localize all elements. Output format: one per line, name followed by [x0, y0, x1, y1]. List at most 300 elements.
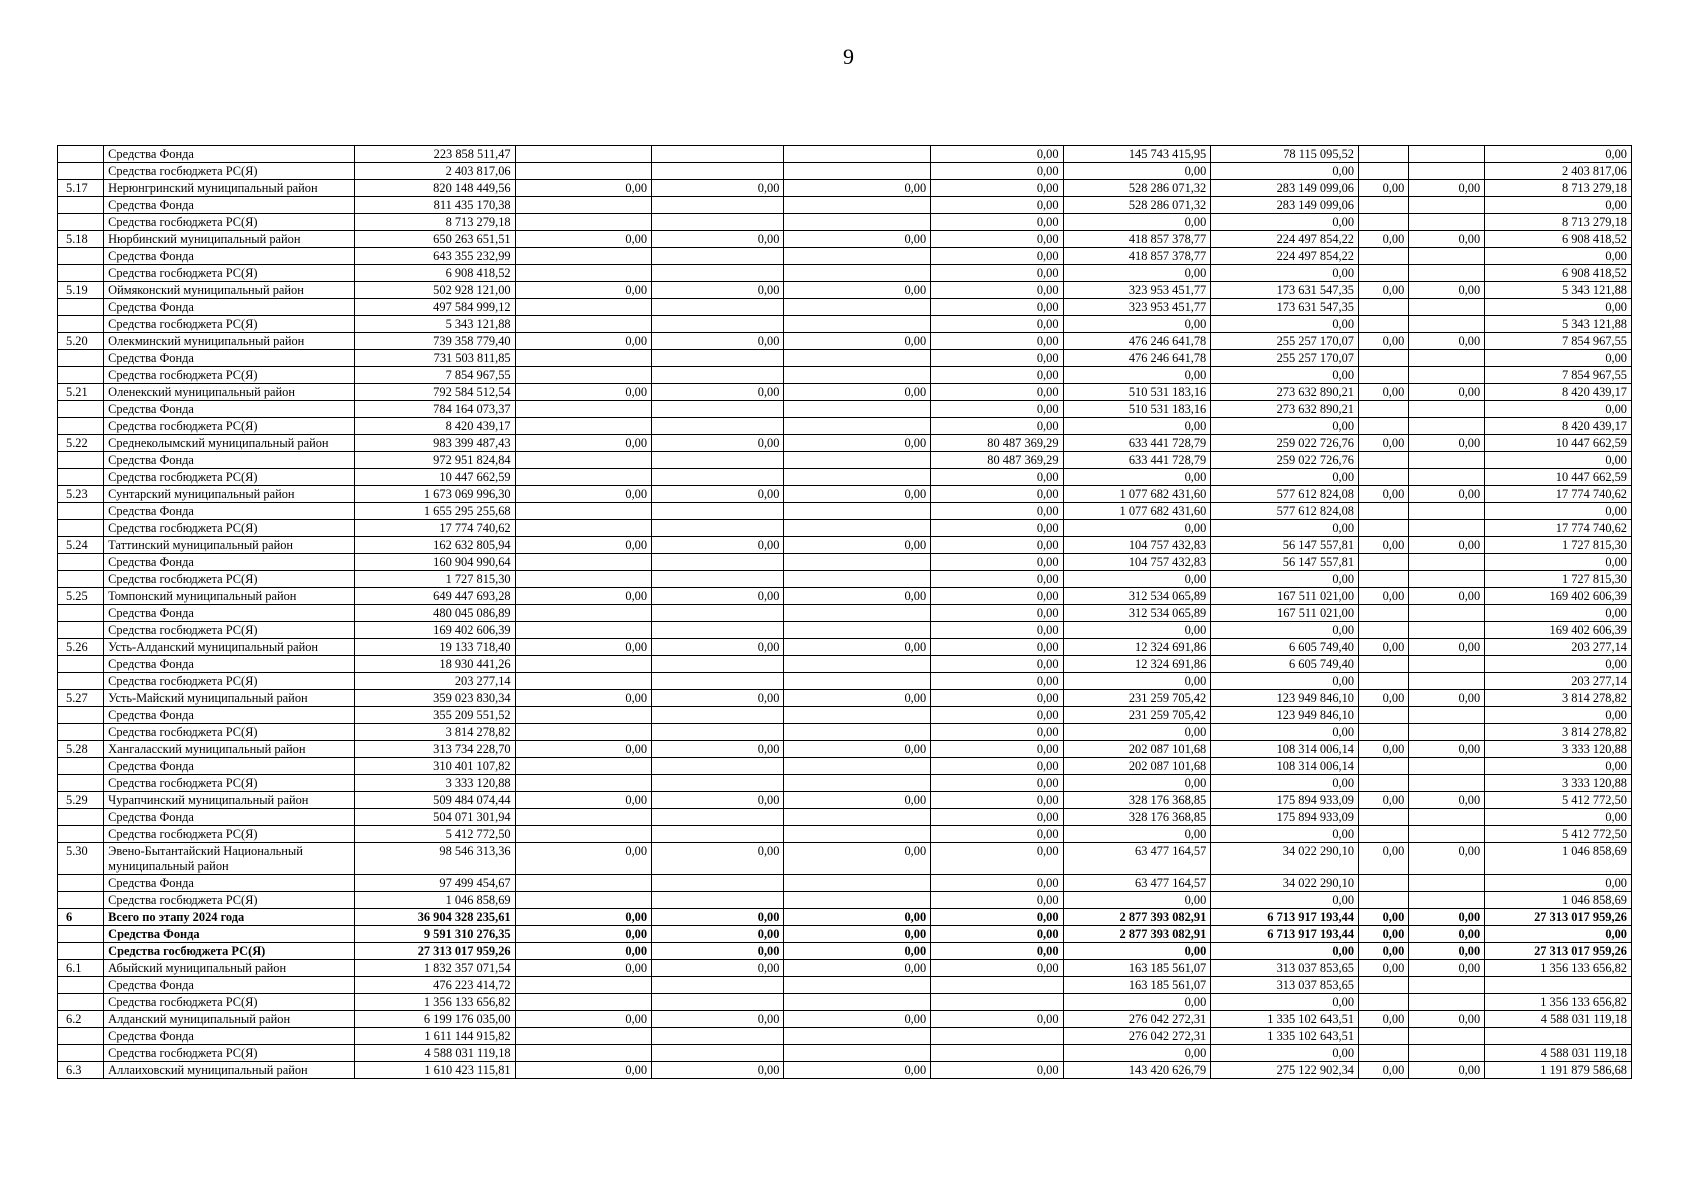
table-row: [58, 146, 1632, 163]
amount-cell: 1 832 357 071,54: [354, 960, 515, 977]
amount-cell: 0,00: [1359, 843, 1409, 875]
amount-cell: 0,00: [652, 909, 784, 926]
amount-cell: 510 531 183,16: [1063, 384, 1211, 401]
amount-cell: 0,00: [1211, 994, 1359, 1011]
row-name: Алданский муниципальный район: [104, 1011, 354, 1028]
amount-cell: 0,00: [1211, 724, 1359, 741]
table-row: [58, 350, 1632, 367]
amount-cell: [784, 1028, 931, 1045]
amount-cell: 224 497 854,22: [1211, 248, 1359, 265]
amount-cell: 12 324 691,86: [1063, 639, 1211, 656]
row-name: Средства госбюджета РС(Я): [104, 571, 354, 588]
amount-cell: 0,00: [784, 231, 931, 248]
amount-cell: 0,00: [1359, 333, 1409, 350]
amount-cell: 63 477 164,57: [1063, 843, 1211, 875]
amount-cell: 0,00: [515, 384, 651, 401]
amount-cell: [515, 758, 651, 775]
amount-cell: 8 713 279,18: [354, 214, 515, 231]
amount-cell: [515, 350, 651, 367]
amount-cell: 497 584 999,12: [354, 299, 515, 316]
amount-cell: 8 713 279,18: [1485, 214, 1632, 231]
table-row: [58, 843, 1632, 875]
table-row: [58, 231, 1632, 248]
amount-cell: 0,00: [931, 214, 1063, 231]
amount-cell: 276 042 272,31: [1063, 1028, 1211, 1045]
amount-cell: 0,00: [1211, 673, 1359, 690]
amount-cell: [784, 571, 931, 588]
row-name: Эвено-Бытантайский Национальный муниципальный район: [104, 843, 354, 875]
amount-cell: 0,00: [931, 367, 1063, 384]
amount-cell: 1 077 682 431,60: [1063, 503, 1211, 520]
amount-cell: 0,00: [784, 588, 931, 605]
amount-cell: [784, 892, 931, 909]
amount-cell: [652, 316, 784, 333]
amount-cell: [1359, 350, 1409, 367]
amount-cell: 0,00: [1409, 639, 1485, 656]
amount-cell: [515, 977, 651, 994]
amount-cell: 355 209 551,52: [354, 707, 515, 724]
amount-cell: [515, 875, 651, 892]
amount-cell: 17 774 740,62: [1485, 486, 1632, 503]
amount-cell: 0,00: [1211, 418, 1359, 435]
amount-cell: 1 335 102 643,51: [1211, 1011, 1359, 1028]
amount-cell: 0,00: [1409, 384, 1485, 401]
amount-cell: 7 854 967,55: [1485, 333, 1632, 350]
amount-cell: 2 877 393 082,91: [1063, 909, 1211, 926]
table-row: [58, 926, 1632, 943]
table-row: [58, 875, 1632, 892]
amount-cell: [515, 554, 651, 571]
amount-cell: 0,00: [1359, 741, 1409, 758]
amount-cell: 0,00: [784, 639, 931, 656]
amount-cell: 9 591 310 276,35: [354, 926, 515, 943]
amount-cell: 7 854 967,55: [354, 367, 515, 384]
amount-cell: [1409, 350, 1485, 367]
amount-cell: 0,00: [1485, 299, 1632, 316]
amount-cell: 0,00: [1409, 843, 1485, 875]
table-row: [58, 809, 1632, 826]
amount-cell: [652, 214, 784, 231]
amount-cell: 123 949 846,10: [1211, 690, 1359, 707]
amount-cell: 163 185 561,07: [1063, 960, 1211, 977]
amount-cell: [1359, 163, 1409, 180]
table-row: [58, 690, 1632, 707]
amount-cell: 36 904 328 235,61: [354, 909, 515, 926]
amount-cell: 162 632 805,94: [354, 537, 515, 554]
amount-cell: 0,00: [931, 960, 1063, 977]
row-number: [58, 503, 104, 520]
amount-cell: 0,00: [1359, 231, 1409, 248]
amount-cell: [1359, 401, 1409, 418]
row-name: Средства госбюджета РС(Я): [104, 892, 354, 909]
row-number: [58, 571, 104, 588]
amount-cell: [652, 826, 784, 843]
amount-cell: 0,00: [1211, 775, 1359, 792]
amount-cell: 5 412 772,50: [1485, 792, 1632, 809]
amount-cell: 0,00: [1063, 994, 1211, 1011]
amount-cell: 0,00: [931, 1062, 1063, 1079]
amount-cell: [1359, 875, 1409, 892]
amount-cell: 476 246 641,78: [1063, 333, 1211, 350]
amount-cell: 4 588 031 119,18: [1485, 1011, 1632, 1028]
amount-cell: [1409, 146, 1485, 163]
row-name: Сунтарский муниципальный район: [104, 486, 354, 503]
row-number: [58, 977, 104, 994]
amount-cell: [1409, 163, 1485, 180]
amount-cell: 792 584 512,54: [354, 384, 515, 401]
amount-cell: [515, 197, 651, 214]
row-number: 5.28: [58, 741, 104, 758]
amount-cell: [515, 469, 651, 486]
amount-cell: 0,00: [515, 792, 651, 809]
amount-cell: 6 605 749,40: [1211, 639, 1359, 656]
amount-cell: [1409, 367, 1485, 384]
amount-cell: 0,00: [652, 843, 784, 875]
amount-cell: 0,00: [784, 690, 931, 707]
amount-cell: 313 037 853,65: [1211, 977, 1359, 994]
row-name: Среднеколымский муниципальный район: [104, 435, 354, 452]
row-number: 6: [58, 909, 104, 926]
row-name: Средства госбюджета РС(Я): [104, 673, 354, 690]
amount-cell: [784, 673, 931, 690]
amount-cell: [1409, 605, 1485, 622]
amount-cell: 0,00: [784, 741, 931, 758]
table-row: [58, 792, 1632, 809]
amount-cell: 0,00: [1359, 486, 1409, 503]
amount-cell: 0,00: [652, 639, 784, 656]
amount-cell: [784, 248, 931, 265]
amount-cell: 0,00: [1063, 622, 1211, 639]
amount-cell: 0,00: [1409, 690, 1485, 707]
amount-cell: 0,00: [652, 792, 784, 809]
amount-cell: 820 148 449,56: [354, 180, 515, 197]
amount-cell: 202 087 101,68: [1063, 758, 1211, 775]
amount-cell: [515, 826, 651, 843]
amount-cell: 169 402 606,39: [1485, 588, 1632, 605]
amount-cell: 0,00: [1211, 367, 1359, 384]
row-number: [58, 401, 104, 418]
row-number: [58, 367, 104, 384]
amount-cell: 6 908 418,52: [1485, 265, 1632, 282]
amount-cell: 3 814 278,82: [1485, 724, 1632, 741]
amount-cell: 80 487 369,29: [931, 452, 1063, 469]
amount-cell: [784, 1045, 931, 1062]
amount-cell: 0,00: [515, 1011, 651, 1028]
amount-cell: [1409, 707, 1485, 724]
amount-cell: [1409, 656, 1485, 673]
amount-cell: [1409, 809, 1485, 826]
amount-cell: 510 531 183,16: [1063, 401, 1211, 418]
amount-cell: 1 655 295 255,68: [354, 503, 515, 520]
amount-cell: 34 022 290,10: [1211, 875, 1359, 892]
amount-cell: 4 588 031 119,18: [354, 1045, 515, 1062]
amount-cell: 104 757 432,83: [1063, 554, 1211, 571]
amount-cell: 0,00: [931, 163, 1063, 180]
amount-cell: 0,00: [784, 384, 931, 401]
row-number: 5.30: [58, 843, 104, 875]
amount-cell: 0,00: [1063, 214, 1211, 231]
row-name: Абыйский муниципальный район: [104, 960, 354, 977]
amount-cell: [931, 1045, 1063, 1062]
amount-cell: 169 402 606,39: [1485, 622, 1632, 639]
table-row: [58, 758, 1632, 775]
amount-cell: [1359, 554, 1409, 571]
amount-cell: 8 420 439,17: [1485, 418, 1632, 435]
amount-cell: 0,00: [1485, 146, 1632, 163]
amount-cell: [652, 571, 784, 588]
table-row: [58, 367, 1632, 384]
amount-cell: [1409, 673, 1485, 690]
amount-cell: 167 511 021,00: [1211, 588, 1359, 605]
amount-cell: [1409, 758, 1485, 775]
amount-cell: 0,00: [1409, 486, 1485, 503]
amount-cell: 0,00: [784, 909, 931, 926]
amount-cell: [515, 809, 651, 826]
amount-cell: 1 727 815,30: [1485, 571, 1632, 588]
amount-cell: [1359, 707, 1409, 724]
amount-cell: 0,00: [784, 486, 931, 503]
amount-cell: 310 401 107,82: [354, 758, 515, 775]
amount-cell: [784, 875, 931, 892]
amount-cell: 19 133 718,40: [354, 639, 515, 656]
amount-cell: 0,00: [1063, 892, 1211, 909]
amount-cell: 0,00: [515, 435, 651, 452]
amount-cell: [1409, 775, 1485, 792]
amount-cell: [652, 520, 784, 537]
amount-cell: 0,00: [931, 741, 1063, 758]
amount-cell: 0,00: [931, 943, 1063, 960]
amount-cell: 0,00: [515, 231, 651, 248]
amount-cell: 0,00: [515, 1062, 651, 1079]
amount-cell: [515, 1028, 651, 1045]
table-row: [58, 333, 1632, 350]
amount-cell: 577 612 824,08: [1211, 503, 1359, 520]
amount-cell: [784, 758, 931, 775]
amount-cell: [1409, 452, 1485, 469]
amount-cell: 223 858 511,47: [354, 146, 515, 163]
amount-cell: 528 286 071,32: [1063, 180, 1211, 197]
amount-cell: [515, 571, 651, 588]
table-row: [58, 418, 1632, 435]
amount-cell: [1359, 197, 1409, 214]
amount-cell: 0,00: [1063, 163, 1211, 180]
amount-cell: 983 399 487,43: [354, 435, 515, 452]
amount-cell: 0,00: [1063, 724, 1211, 741]
amount-cell: 6 605 749,40: [1211, 656, 1359, 673]
amount-cell: 502 928 121,00: [354, 282, 515, 299]
amount-cell: 0,00: [1485, 875, 1632, 892]
amount-cell: 0,00: [931, 622, 1063, 639]
amount-cell: 78 115 095,52: [1211, 146, 1359, 163]
amount-cell: 0,00: [652, 486, 784, 503]
amount-cell: 0,00: [931, 673, 1063, 690]
row-name: Нерюнгринский муниципальный район: [104, 180, 354, 197]
amount-cell: [652, 452, 784, 469]
row-number: [58, 826, 104, 843]
row-name: Средства Фонда: [104, 977, 354, 994]
amount-cell: 0,00: [1409, 282, 1485, 299]
amount-cell: 359 023 830,34: [354, 690, 515, 707]
amount-cell: 18 930 441,26: [354, 656, 515, 673]
amount-cell: 0,00: [1485, 809, 1632, 826]
amount-cell: [515, 673, 651, 690]
amount-cell: 0,00: [931, 843, 1063, 875]
table-row: [58, 656, 1632, 673]
amount-cell: 0,00: [515, 486, 651, 503]
row-name: Средства госбюджета РС(Я): [104, 1045, 354, 1062]
table-row: [58, 775, 1632, 792]
amount-cell: 0,00: [1485, 707, 1632, 724]
amount-cell: 123 949 846,10: [1211, 707, 1359, 724]
row-name: Средства госбюджета РС(Я): [104, 214, 354, 231]
amount-cell: 0,00: [931, 231, 1063, 248]
amount-cell: [1409, 622, 1485, 639]
row-name: Средства Фонда: [104, 299, 354, 316]
amount-cell: [652, 707, 784, 724]
amount-cell: [515, 214, 651, 231]
row-number: [58, 1045, 104, 1062]
row-number: [58, 809, 104, 826]
amount-cell: [652, 299, 784, 316]
amount-cell: 0,00: [1211, 826, 1359, 843]
amount-cell: [515, 367, 651, 384]
row-name: Средства Фонда: [104, 875, 354, 892]
row-name: Средства госбюджета РС(Я): [104, 469, 354, 486]
amount-cell: 323 953 451,77: [1063, 299, 1211, 316]
row-name: Средства госбюджета РС(Я): [104, 265, 354, 282]
amount-cell: 0,00: [1211, 571, 1359, 588]
row-name: Усть-Майский муниципальный район: [104, 690, 354, 707]
amount-cell: 649 447 693,28: [354, 588, 515, 605]
amount-cell: 0,00: [1359, 537, 1409, 554]
amount-cell: 283 149 099,06: [1211, 197, 1359, 214]
amount-cell: 0,00: [931, 775, 1063, 792]
row-number: [58, 1028, 104, 1045]
row-name: Средства госбюджета РС(Я): [104, 316, 354, 333]
amount-cell: 0,00: [1211, 622, 1359, 639]
amount-cell: [652, 977, 784, 994]
amount-cell: [515, 265, 651, 282]
amount-cell: [515, 1045, 651, 1062]
row-name: Средства Фонда: [104, 554, 354, 571]
table-row: [58, 401, 1632, 418]
amount-cell: 4 588 031 119,18: [1485, 1045, 1632, 1062]
amount-cell: 3 333 120,88: [354, 775, 515, 792]
amount-cell: [515, 994, 651, 1011]
amount-cell: 0,00: [1485, 656, 1632, 673]
amount-cell: 1 191 879 586,68: [1485, 1062, 1632, 1079]
amount-cell: 12 324 691,86: [1063, 656, 1211, 673]
amount-cell: [784, 299, 931, 316]
amount-cell: [1409, 1028, 1485, 1045]
amount-cell: 0,00: [1485, 197, 1632, 214]
amount-cell: 0,00: [1063, 265, 1211, 282]
amount-cell: [1409, 994, 1485, 1011]
amount-cell: [1359, 452, 1409, 469]
row-name: Средства Фонда: [104, 758, 354, 775]
amount-cell: [784, 826, 931, 843]
amount-cell: 313 734 228,70: [354, 741, 515, 758]
amount-cell: [1409, 401, 1485, 418]
row-number: 5.20: [58, 333, 104, 350]
amount-cell: 0,00: [515, 741, 651, 758]
row-name: Средства Фонда: [104, 809, 354, 826]
amount-cell: [784, 418, 931, 435]
amount-cell: [652, 367, 784, 384]
row-name: Таттинский муниципальный район: [104, 537, 354, 554]
amount-cell: [784, 452, 931, 469]
amount-cell: [652, 724, 784, 741]
row-number: [58, 775, 104, 792]
amount-cell: [515, 656, 651, 673]
amount-cell: [515, 299, 651, 316]
amount-cell: 633 441 728,79: [1063, 452, 1211, 469]
row-name: Средства госбюджета РС(Я): [104, 826, 354, 843]
amount-cell: 0,00: [784, 1062, 931, 1079]
amount-cell: [652, 248, 784, 265]
amount-cell: [1359, 214, 1409, 231]
amount-cell: [652, 146, 784, 163]
amount-cell: [1359, 724, 1409, 741]
amount-cell: 577 612 824,08: [1211, 486, 1359, 503]
amount-cell: [652, 622, 784, 639]
amount-cell: 0,00: [1409, 180, 1485, 197]
amount-cell: [784, 316, 931, 333]
amount-cell: [931, 994, 1063, 1011]
row-number: 5.25: [58, 588, 104, 605]
amount-cell: [1359, 1045, 1409, 1062]
amount-cell: [1409, 977, 1485, 994]
amount-cell: [1359, 605, 1409, 622]
amount-cell: 160 904 990,64: [354, 554, 515, 571]
row-number: [58, 163, 104, 180]
amount-cell: 0,00: [1409, 588, 1485, 605]
amount-cell: [784, 503, 931, 520]
amount-cell: 0,00: [652, 1011, 784, 1028]
table-row: [58, 673, 1632, 690]
amount-cell: 17 774 740,62: [354, 520, 515, 537]
amount-cell: 173 631 547,35: [1211, 299, 1359, 316]
amount-cell: [931, 1028, 1063, 1045]
amount-cell: 0,00: [931, 350, 1063, 367]
amount-cell: [515, 146, 651, 163]
table-body: [58, 146, 1632, 1079]
row-number: 5.22: [58, 435, 104, 452]
row-name: Олекминский муниципальный район: [104, 333, 354, 350]
amount-cell: 633 441 728,79: [1063, 435, 1211, 452]
amount-cell: 504 071 301,94: [354, 809, 515, 826]
amount-cell: 0,00: [1359, 792, 1409, 809]
amount-cell: 0,00: [652, 435, 784, 452]
amount-cell: [931, 977, 1063, 994]
row-name: Средства Фонда: [104, 350, 354, 367]
table-row: [58, 452, 1632, 469]
amount-cell: 5 343 121,88: [354, 316, 515, 333]
amount-cell: 476 246 641,78: [1063, 350, 1211, 367]
amount-cell: [784, 775, 931, 792]
table-row: [58, 741, 1632, 758]
amount-cell: 8 420 439,17: [1485, 384, 1632, 401]
row-name: Средства госбюджета РС(Я): [104, 943, 354, 960]
amount-cell: 418 857 378,77: [1063, 231, 1211, 248]
amount-cell: 0,00: [1211, 520, 1359, 537]
amount-cell: [1409, 469, 1485, 486]
amount-cell: 0,00: [784, 435, 931, 452]
amount-cell: [784, 707, 931, 724]
amount-cell: 34 022 290,10: [1211, 843, 1359, 875]
table-row: [58, 537, 1632, 554]
table-row: [58, 639, 1632, 656]
